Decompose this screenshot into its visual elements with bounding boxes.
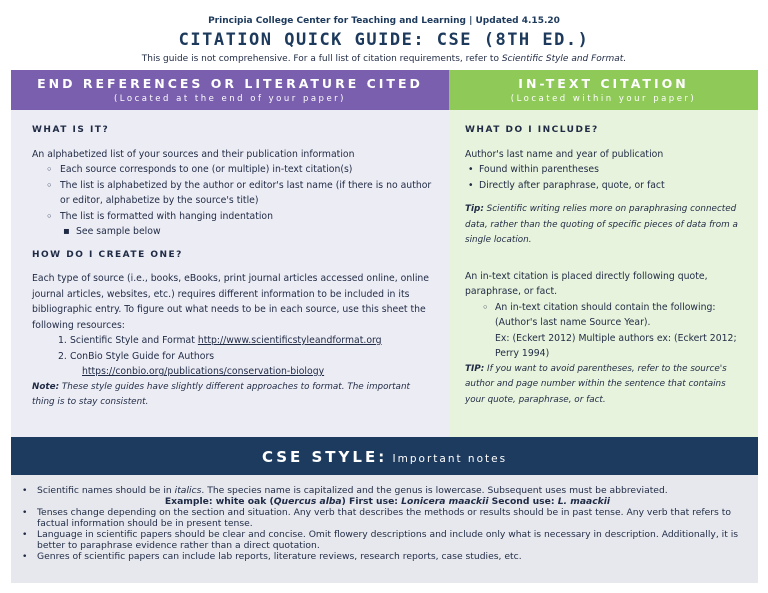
tip-label: TIP:	[465, 363, 485, 374]
resource-item-2	[32, 349, 435, 365]
resource-item-1	[32, 333, 435, 349]
subtitle-text: This guide is not comprehensive. For a full list of citation requirements, refer to	[141, 54, 502, 64]
conbio-link[interactable]: https://conbio.org/publications/conservation-biology	[82, 366, 325, 377]
cse-notes-panel	[11, 475, 758, 583]
end-references-panel	[11, 110, 449, 437]
what-include-heading: WHAT DO I INCLUDE?	[465, 125, 599, 135]
list-item: ◦ The list is formatted with hanging indentation	[32, 209, 435, 225]
list-item: • Directly after paraphrase, quote, or fact	[465, 178, 746, 194]
cse-style-banner	[11, 437, 758, 475]
note-label: Note:	[32, 381, 60, 392]
end-references-subtitle: (Located at the end of your paper)	[113, 94, 346, 104]
tip-1	[465, 202, 746, 249]
page-title: CITATION QUICK GUIDE: CSE (8TH ED.)	[178, 30, 590, 50]
tip-label: Tip:	[465, 204, 484, 214]
cse-style-subtitle: Important notes	[387, 453, 508, 465]
tip-2	[465, 362, 746, 409]
note-italic: italics	[174, 485, 202, 496]
resource-number: 2.	[58, 350, 67, 362]
what-is-it-heading: WHAT IS IT?	[32, 125, 110, 135]
list-item: ◦ An in-text citation should contain the following: (Author's last name Source Year).	[465, 300, 746, 331]
note-text: Scientific names should be in	[37, 485, 175, 496]
in-text-title: IN-TEXT CITATION	[518, 76, 689, 91]
page-subtitle	[0, 54, 768, 64]
what-include-intro: Author's last name and year of publication	[465, 148, 664, 160]
example-text: Example: white oak (	[164, 496, 274, 507]
tip-text: Scientific writing relies more on paraphrasing connected data, rather than the quoting of specific pieces of data from a single location.	[465, 204, 738, 245]
example-text: ) First use:	[341, 496, 402, 507]
list-item: ◦ Each source corresponds to one (or multiple) in-text citation(s)	[32, 162, 435, 178]
list-subitem: ▪ See sample below	[32, 224, 435, 240]
end-references-header	[11, 70, 449, 110]
how-create-text: Each type of source (i.e., books, eBooks, print journal articles accessed online, online journal articles, websites, etc.) requires different information to be included in its bibliographic entry. To figure out what needs to be in each source, use this sheet the following resources:	[32, 273, 430, 331]
note-item	[35, 485, 740, 496]
subtitle-italic: Scientific Style and Format.	[501, 54, 627, 64]
note-item: • Language in scientific papers should be clear and concise. Omit flowery descriptions and include only what is necessary in description. Additionally, it is better to paraphrase evidence rather than a direct quotation.	[35, 529, 740, 551]
note-item: • Tenses change depending on the section and situation. Any verb that describes the methods or results should be in past tense. Any verb that refers to factual information should be in present tense.	[35, 507, 740, 529]
resource-number: 1.	[58, 335, 67, 346]
end-references-title: END REFERENCES OR LITERATURE CITED	[37, 76, 423, 91]
list-item: • Found within parentheses	[465, 162, 746, 178]
in-text-panel	[449, 110, 758, 437]
example-italic: Quercus alba	[273, 496, 342, 507]
scientific-style-link[interactable]: http://www.scientificstyleandformat.org	[197, 335, 382, 346]
example-line: Ex: (Eckert 2012) Multiple authors ex: (Eckert 2012; Perry 1994)	[495, 332, 737, 359]
how-create-heading: HOW DO I CREATE ONE?	[32, 249, 183, 260]
example-text: Second use:	[488, 496, 558, 507]
resource-label: Scientific Style and Format	[70, 335, 198, 346]
tip-text: If you want to avoid parentheses, refer to the source's author and page number within the sentence that contains your quote, paraphrase, or fact.	[465, 363, 727, 405]
example-italic: L. maackii	[557, 496, 611, 507]
in-text-subtitle: (Located within your paper)	[510, 94, 697, 104]
cse-style-title: CSE STYLE:	[261, 448, 388, 466]
species-example	[35, 496, 740, 507]
note-text: . The species name is capitalized and the genus is lowercase. Subsequent uses must be abbreviated.	[201, 485, 668, 496]
in-text-paragraph: An in-text citation is placed directly following quote, paraphrase, or fact.	[465, 270, 708, 297]
resource-label: ConBio Style Guide for Authors	[70, 350, 215, 362]
org-line: Principia College Center for Teaching and Learning | Updated 4.15.20	[208, 16, 560, 26]
in-text-header	[449, 70, 758, 110]
example-italic: Lonicera maackii	[401, 496, 489, 507]
note-item: • Genres of scientific papers can include lab reports, literature reviews, research reports, case studies, etc.	[35, 551, 740, 562]
list-item: ◦ The list is alphabetized by the author or editor's last name (if there is no author or editor, alphabetize by the source's title)	[32, 178, 435, 209]
note-text: These style guides have slightly different approaches to format. The important thing is to stay consistent.	[32, 381, 410, 407]
note	[32, 380, 435, 411]
what-is-it-intro: An alphabetized list of your sources and their publication information	[32, 148, 355, 160]
